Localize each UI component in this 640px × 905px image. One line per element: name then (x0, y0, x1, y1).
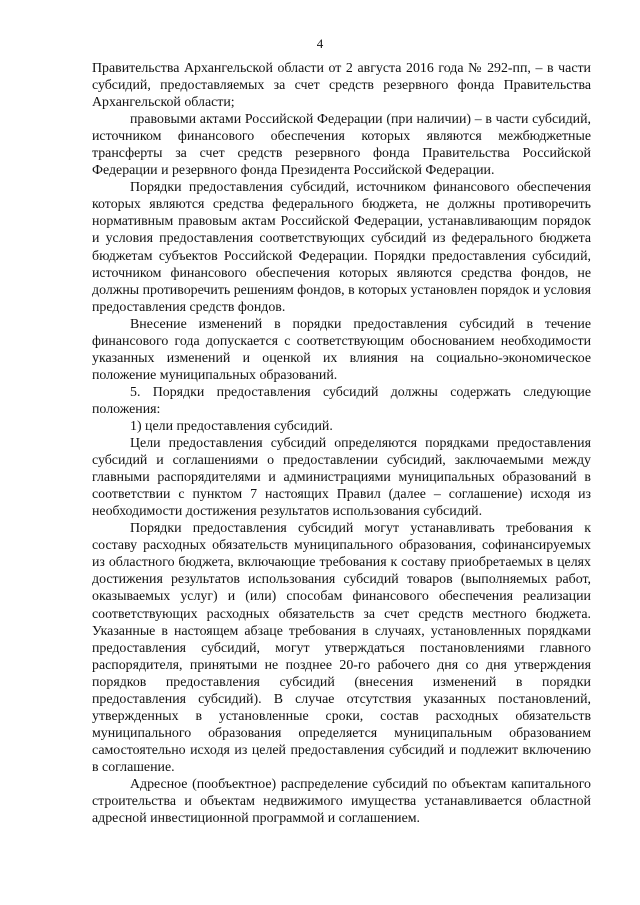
paragraph: Адресное (пообъектное) распределение субсидий по объектам капитального строительства и объектам недвижимого имущества устанавливается областной адресной инвестиционной программой и соглашением. (92, 776, 591, 827)
paragraph: Порядки предоставления субсидий могут устанавливать требования к составу расходных обязательств муниципального образования, софинансируемых из областного бюджета, включающие требования к составу приобретаемых в целях достижения результатов использования субсидий товаров (выполняемых работ, оказываемых услуг) и (или) способам финансового обеспечения реализации соответствующих расходных обязательств за счет средств местного бюджета. Указанные в настоящем абзаце требования в случаях, установленных порядками предоставления субсидий, могут утверждаться постановлениями главного распорядителя, принятыми не позднее 20-го рабочего дня со дня утверждения порядков предоставления субсидий (внесения изменений в порядки предоставления субсидий). В случае отсутствия указанных постановлений, утвержденных в установленные сроки, состав расходных обязательств муниципального образования определяется муниципальным образованием самостоятельно исходя из целей предоставления субсидий и подлежит включению в соглашение. (92, 521, 591, 775)
subsection-heading-1: 1) цели предоставления субсидий. (130, 418, 333, 434)
document-body (92, 60, 591, 827)
page-number: 4 (316, 36, 324, 51)
paragraph: правовыми актами Российской Федерации (при наличии) – в части субсидий, источником финансового обеспечения которых являются межбюджетные трансферты за счет средств резервного фонда Правительства Российской Федерации и резервного фонда Президента Российской Федерации. (92, 112, 591, 179)
paragraph: Внесение изменений в порядки предоставления субсидий в течение финансового года допускается с соответствующим обоснованием необходимости указанных изменений и оценкой их влияния на социально-экономическое положение муниципальных образований. (92, 316, 591, 383)
paragraph: Цели предоставления субсидий определяются порядками предоставления субсидий и соглашениями о предоставлении субсидий, заключаемыми между главными распорядителями и администрациями муниципальных образований в соответствии с пунктом 7 настоящих Правил (далее – соглашение) исходя из необходимости достижения результатов использования субсидий. (92, 436, 591, 520)
section-heading-5: 5. Порядки предоставления субсидий должны содержать следующие положения: (92, 384, 591, 417)
paragraph-continuation: Правительства Архангельской области от 2 августа 2016 года № 292-пп, – в части субсидий, предоставляемых за счет средств резервного фонда Правительства Архангельской области; (92, 61, 591, 111)
paragraph: Порядки предоставления субсидий, источником финансового обеспечения которых являются средства федерального бюджета, не должны противоречить нормативным правовым актам Российской Федерации, устанавливающим порядок и условия предоставления соответствующих субсидий из федерального бюджета бюджетам субъектов Российской Федерации. Порядки предоставления субсидий, источником финансового обеспечения которых являются средства фондов, не должны противоречить решениям фондов, в которых установлен порядок и условия предоставления средств фондов. (92, 180, 591, 315)
